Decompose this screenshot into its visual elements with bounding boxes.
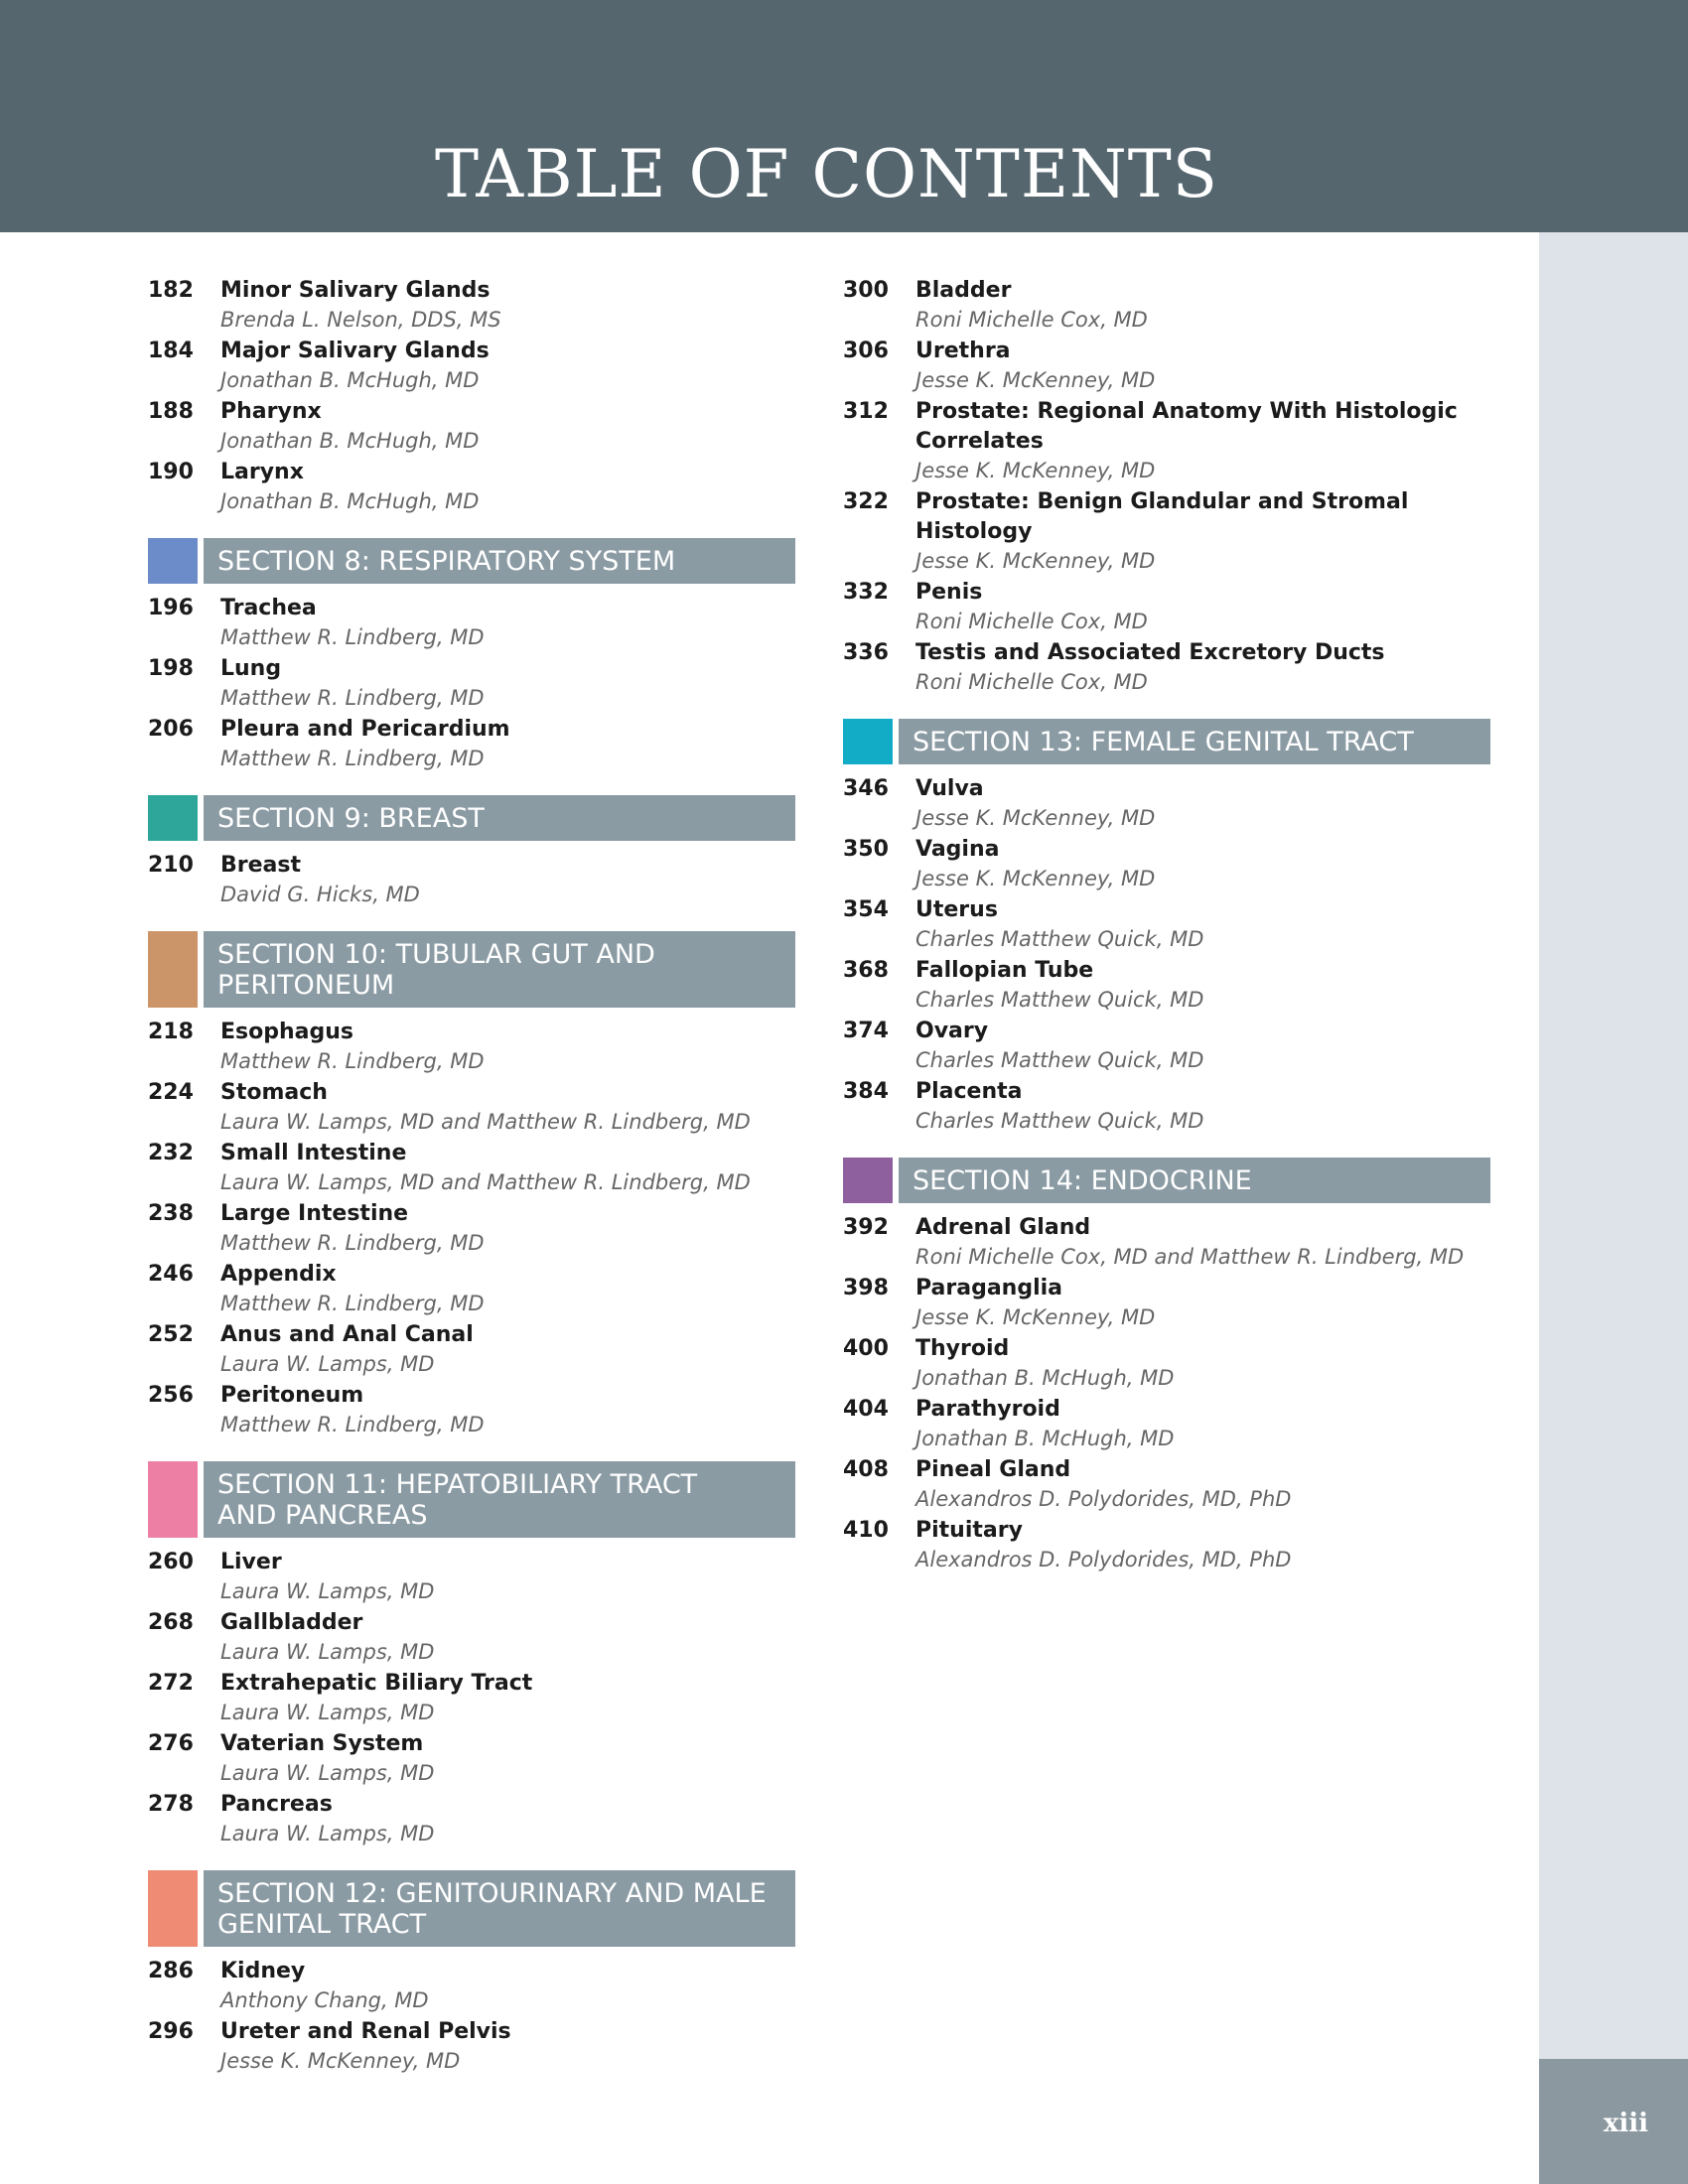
chapter-author: Jesse K. McKenney, MD <box>915 806 1156 830</box>
chapter-author: Jonathan B. McHugh, MD <box>915 1366 1175 1390</box>
section-title: SECTION 12: GENITOURINARY AND MALE GENITAL TRACT <box>204 1870 795 1947</box>
chapter-author: Jonathan B. McHugh, MD <box>915 1427 1175 1450</box>
section-heading-14[interactable] <box>843 1158 1490 1203</box>
page-number: xiii <box>1603 2109 1648 2138</box>
chapter-title: Uterus <box>915 897 998 922</box>
chapter-title: Pleura and Pericardium <box>220 717 510 742</box>
chapter-author: Laura W. Lamps, MD <box>220 1761 435 1785</box>
toc-entry[interactable] <box>843 1395 1490 1453</box>
toc-entry[interactable] <box>843 1455 1490 1514</box>
chapter-title: Placenta <box>915 1079 1023 1104</box>
chapter-title: Prostate: Benign Glandular and Stromal Histology <box>915 489 1409 544</box>
page-title: TABLE OF CONTENTS <box>435 136 1218 212</box>
section-color-swatch <box>148 1461 198 1538</box>
toc-column-left <box>148 276 795 2078</box>
toc-entry[interactable] <box>148 654 795 713</box>
toc-entry[interactable] <box>148 1381 795 1439</box>
section-title: SECTION 8: RESPIRATORY SYSTEM <box>204 538 795 584</box>
toc-entry[interactable] <box>148 1669 795 1727</box>
section-title: SECTION 10: TUBULAR GUT AND PERITONEUM <box>204 931 795 1008</box>
chapter-title: Prostate: Regional Anatomy With Histologic Correlates <box>915 399 1458 454</box>
page-ref: 400 <box>843 1336 889 1361</box>
toc-entry[interactable] <box>843 1516 1490 1574</box>
page-ref: 252 <box>148 1322 194 1347</box>
chapter-author: Charles Matthew Quick, MD <box>915 927 1204 951</box>
page-ref: 232 <box>148 1141 194 1165</box>
toc-entry[interactable] <box>843 774 1490 833</box>
chapter-author: Alexandros D. Polydorides, MD, PhD <box>915 1487 1292 1511</box>
toc-entry[interactable] <box>843 638 1490 697</box>
entry-group <box>843 774 1490 1136</box>
chapter-title: Peritoneum <box>220 1383 364 1408</box>
page-ref: 210 <box>148 853 194 878</box>
toc-entry[interactable] <box>843 1274 1490 1332</box>
entry-group <box>843 1213 1490 1574</box>
section-color-swatch <box>843 1158 893 1203</box>
page-ref: 272 <box>148 1671 194 1696</box>
toc-entry[interactable] <box>148 1608 795 1667</box>
chapter-author: David G. Hicks, MD <box>220 883 420 906</box>
chapter-title: Stomach <box>220 1080 328 1105</box>
chapter-title: Esophagus <box>220 1020 353 1044</box>
section-heading-12[interactable] <box>148 1870 795 1947</box>
chapter-title: Ovary <box>915 1019 989 1043</box>
toc-entry[interactable] <box>148 337 795 395</box>
chapter-title: Anus and Anal Canal <box>220 1322 474 1347</box>
chapter-title: Thyroid <box>915 1336 1010 1361</box>
page-ref: 278 <box>148 1792 194 1817</box>
page-ref: 286 <box>148 1959 194 1983</box>
chapter-title: Large Intestine <box>220 1201 409 1226</box>
toc-entry[interactable] <box>148 594 795 652</box>
page-ref: 408 <box>843 1457 889 1482</box>
entry-group <box>843 276 1490 697</box>
page-ref: 268 <box>148 1610 194 1635</box>
chapter-title: Pharynx <box>220 399 322 424</box>
toc-entry[interactable] <box>148 1729 795 1788</box>
chapter-author: Matthew R. Lindberg, MD <box>220 625 485 649</box>
toc-entry[interactable] <box>843 1334 1490 1393</box>
sidebar-strip <box>1539 232 1688 2059</box>
chapter-author: Charles Matthew Quick, MD <box>915 988 1204 1012</box>
entry-group <box>148 1018 795 1439</box>
page-ref: 206 <box>148 717 194 742</box>
page-ref: 368 <box>843 958 889 983</box>
page-ref: 190 <box>148 460 194 484</box>
page-ref: 198 <box>148 656 194 681</box>
page-ref: 184 <box>148 339 194 363</box>
section-title: SECTION 9: BREAST <box>204 795 795 841</box>
toc-entry[interactable] <box>843 337 1490 395</box>
toc-entry[interactable] <box>148 2017 795 2076</box>
toc-entry[interactable] <box>843 487 1490 576</box>
toc-entry[interactable] <box>843 276 1490 335</box>
chapter-title: Liver <box>220 1550 282 1574</box>
chapter-title: Pineal Gland <box>915 1457 1071 1482</box>
page-ref: 246 <box>148 1262 194 1287</box>
toc-entry[interactable] <box>843 1213 1490 1272</box>
page-ref: 188 <box>148 399 194 424</box>
chapter-author: Charles Matthew Quick, MD <box>915 1109 1204 1133</box>
section-color-swatch <box>148 1870 198 1947</box>
toc-entry[interactable] <box>148 1957 795 2015</box>
toc-entry[interactable] <box>843 1017 1490 1075</box>
chapter-author: Jonathan B. McHugh, MD <box>220 429 480 453</box>
section-heading-13[interactable] <box>843 719 1490 764</box>
chapter-title: Bladder <box>915 278 1012 303</box>
chapter-title: Minor Salivary Glands <box>220 278 491 303</box>
section-color-swatch <box>148 795 198 841</box>
page-ref: 354 <box>843 897 889 922</box>
page-ref: 224 <box>148 1080 194 1105</box>
page-ref: 398 <box>843 1276 889 1300</box>
chapter-author: Roni Michelle Cox, MD <box>915 670 1148 694</box>
section-color-swatch <box>148 538 198 584</box>
chapter-author: Brenda L. Nelson, DDS, MS <box>220 308 501 332</box>
chapter-author: Jesse K. McKenney, MD <box>915 459 1156 482</box>
chapter-author: Matthew R. Lindberg, MD <box>220 686 485 710</box>
page-header <box>0 0 1688 232</box>
chapter-title: Penis <box>915 580 983 605</box>
chapter-title: Small Intestine <box>220 1141 407 1165</box>
chapter-author: Laura W. Lamps, MD and Matthew R. Lindberg, MD <box>220 1170 751 1194</box>
chapter-title: Urethra <box>915 339 1011 363</box>
chapter-author: Jonathan B. McHugh, MD <box>220 368 480 392</box>
entry-group <box>148 1548 795 1848</box>
entry-group <box>148 851 795 909</box>
chapter-title: Pituitary <box>915 1518 1023 1543</box>
page-ref: 182 <box>148 278 194 303</box>
chapter-title: Vagina <box>915 837 1000 862</box>
entry-group <box>148 1957 795 2076</box>
entry-group <box>148 594 795 773</box>
page-ref: 238 <box>148 1201 194 1226</box>
chapter-author: Laura W. Lamps, MD and Matthew R. Lindberg, MD <box>220 1110 751 1134</box>
chapter-author: Charles Matthew Quick, MD <box>915 1048 1204 1072</box>
chapter-author: Anthony Chang, MD <box>220 1988 429 2012</box>
section-heading-11[interactable] <box>148 1461 795 1538</box>
chapter-title: Testis and Associated Excretory Ducts <box>915 640 1385 665</box>
toc-entry[interactable] <box>148 1199 795 1258</box>
chapter-title: Kidney <box>220 1959 306 1983</box>
chapter-author: Laura W. Lamps, MD <box>220 1701 435 1724</box>
chapter-author: Alexandros D. Polydorides, MD, PhD <box>915 1548 1292 1571</box>
chapter-author: Roni Michelle Cox, MD and Matthew R. Lindberg, MD <box>915 1245 1465 1269</box>
page-ref: 306 <box>843 339 889 363</box>
chapter-author: Jesse K. McKenney, MD <box>915 1305 1156 1329</box>
page-ref: 276 <box>148 1731 194 1756</box>
toc-entry[interactable] <box>148 1548 795 1606</box>
toc-entry[interactable] <box>148 1139 795 1197</box>
entry-group <box>148 276 795 516</box>
chapter-author: Matthew R. Lindberg, MD <box>220 1049 485 1073</box>
chapter-title: Trachea <box>220 596 317 620</box>
chapter-author: Matthew R. Lindberg, MD <box>220 1231 485 1255</box>
page-ref: 312 <box>843 399 889 424</box>
toc-entry[interactable] <box>148 276 795 335</box>
toc-entry[interactable] <box>843 397 1490 485</box>
chapter-title: Adrenal Gland <box>915 1215 1091 1240</box>
section-heading-9[interactable] <box>148 795 795 841</box>
chapter-author: Laura W. Lamps, MD <box>220 1352 435 1376</box>
section-title: SECTION 11: HEPATOBILIARY TRACT AND PANCREAS <box>204 1461 795 1538</box>
page-ref: 322 <box>843 489 889 514</box>
chapter-title: Vulva <box>915 776 984 801</box>
toc-entry[interactable] <box>148 715 795 773</box>
chapter-title: Major Salivary Glands <box>220 339 490 363</box>
chapter-author: Laura W. Lamps, MD <box>220 1822 435 1845</box>
toc-entry[interactable] <box>843 956 1490 1015</box>
chapter-author: Jesse K. McKenney, MD <box>915 867 1156 890</box>
section-heading-8[interactable] <box>148 538 795 584</box>
toc-entry[interactable] <box>148 397 795 456</box>
toc-entry[interactable] <box>843 895 1490 954</box>
page-ref: 218 <box>148 1020 194 1044</box>
toc-entry[interactable] <box>148 1790 795 1848</box>
toc-entry[interactable] <box>148 458 795 516</box>
chapter-title: Pancreas <box>220 1792 333 1817</box>
section-color-swatch <box>148 931 198 1008</box>
chapter-author: Matthew R. Lindberg, MD <box>220 747 485 770</box>
section-title: SECTION 14: ENDOCRINE <box>899 1158 1490 1203</box>
page-ref: 346 <box>843 776 889 801</box>
chapter-title: Appendix <box>220 1262 337 1287</box>
toc-entry[interactable] <box>148 1260 795 1318</box>
chapter-author: Roni Michelle Cox, MD <box>915 610 1148 633</box>
chapter-title: Paraganglia <box>915 1276 1063 1300</box>
chapter-title: Extrahepatic Biliary Tract <box>220 1671 533 1696</box>
chapter-title: Fallopian Tube <box>915 958 1094 983</box>
toc-entry[interactable] <box>843 1077 1490 1136</box>
toc-entry[interactable] <box>148 1018 795 1076</box>
page-ref: 256 <box>148 1383 194 1408</box>
chapter-title: Ureter and Renal Pelvis <box>220 2019 511 2044</box>
chapter-title: Parathyroid <box>915 1397 1060 1422</box>
toc-entry[interactable] <box>148 851 795 909</box>
page-ref: 336 <box>843 640 889 665</box>
toc-entry[interactable] <box>843 578 1490 636</box>
section-color-swatch <box>843 719 893 764</box>
chapter-title: Larynx <box>220 460 304 484</box>
section-title: SECTION 13: FEMALE GENITAL TRACT <box>899 719 1490 764</box>
chapter-author: Matthew R. Lindberg, MD <box>220 1292 485 1315</box>
toc-entry[interactable] <box>148 1078 795 1137</box>
page-ref: 332 <box>843 580 889 605</box>
chapter-author: Roni Michelle Cox, MD <box>915 308 1148 332</box>
chapter-author: Jesse K. McKenney, MD <box>220 2049 461 2073</box>
toc-column-right <box>843 276 1490 1576</box>
page-ref: 260 <box>148 1550 194 1574</box>
chapter-title: Vaterian System <box>220 1731 424 1756</box>
chapter-author: Matthew R. Lindberg, MD <box>220 1413 485 1436</box>
toc-entry[interactable] <box>148 1320 795 1379</box>
page-ref: 296 <box>148 2019 194 2044</box>
page-ref: 384 <box>843 1079 889 1104</box>
chapter-author: Laura W. Lamps, MD <box>220 1640 435 1664</box>
page-ref: 300 <box>843 278 889 303</box>
page-ref: 196 <box>148 596 194 620</box>
chapter-author: Laura W. Lamps, MD <box>220 1579 435 1603</box>
chapter-title: Lung <box>220 656 282 681</box>
chapter-author: Jonathan B. McHugh, MD <box>220 489 480 513</box>
page-ref: 392 <box>843 1215 889 1240</box>
page-ref: 374 <box>843 1019 889 1043</box>
toc-entry[interactable] <box>843 835 1490 893</box>
chapter-title: Breast <box>220 853 301 878</box>
section-heading-10[interactable] <box>148 931 795 1008</box>
page-ref: 404 <box>843 1397 889 1422</box>
chapter-author: Jesse K. McKenney, MD <box>915 549 1156 573</box>
chapter-author: Jesse K. McKenney, MD <box>915 368 1156 392</box>
page-ref: 410 <box>843 1518 889 1543</box>
chapter-title: Gallbladder <box>220 1610 363 1635</box>
page-ref: 350 <box>843 837 889 862</box>
